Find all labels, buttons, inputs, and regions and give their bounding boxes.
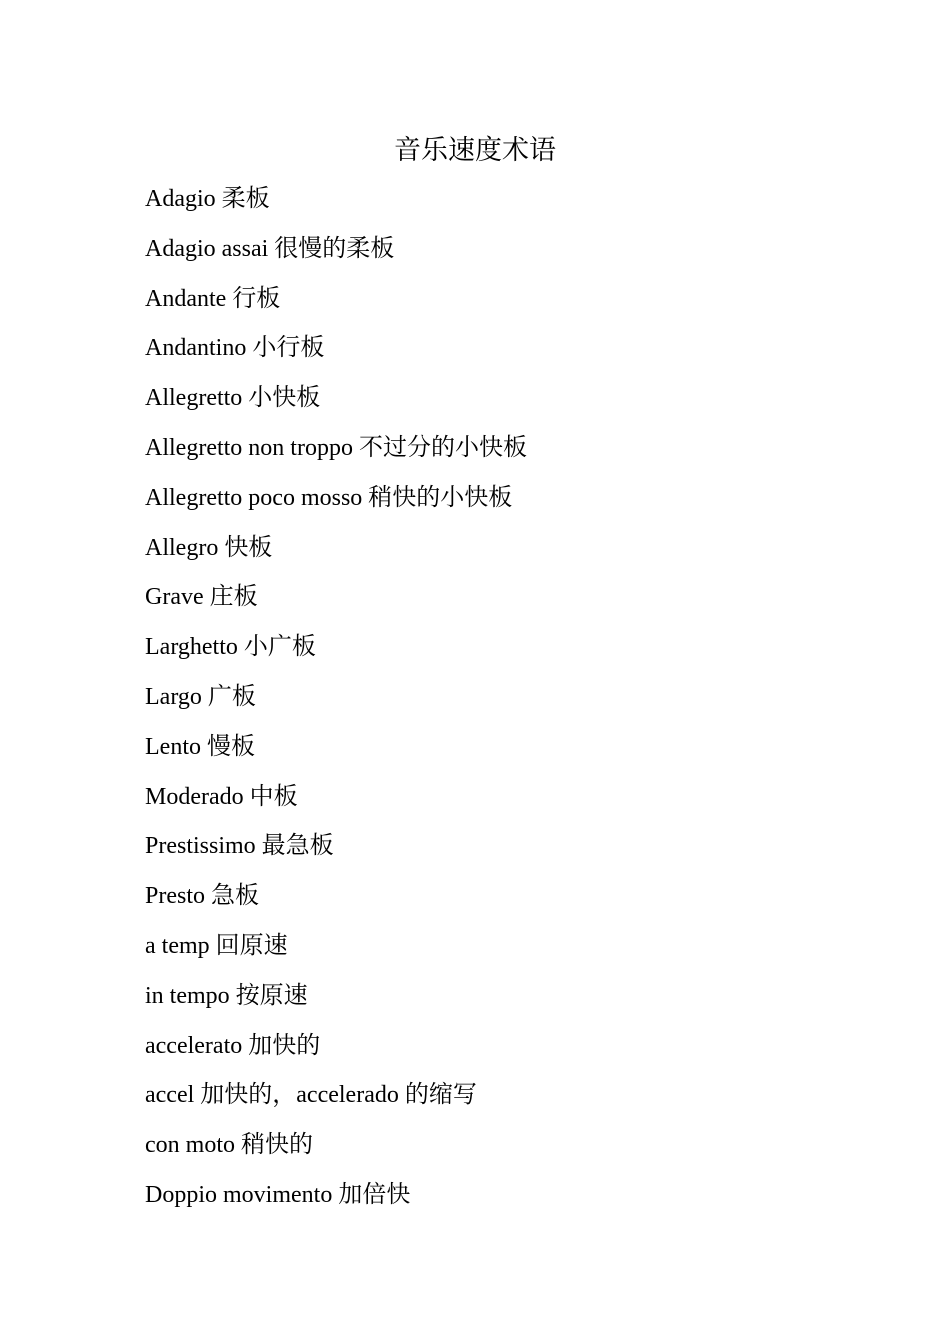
term-item: Lento 慢板 [145, 733, 255, 760]
term-item: Larghetto 小广板 [145, 634, 316, 661]
term-item: Allegretto 小快板 [145, 385, 321, 412]
term-item: con moto 稍快的 [145, 1132, 313, 1159]
term-item: accelerato 加快的 [145, 1032, 321, 1059]
term-item: Allegro 快板 [145, 534, 273, 561]
page-title: 音乐速度术语 [394, 135, 556, 165]
term-item: Adagio 柔板 [145, 186, 270, 212]
term-item: Prestissimo 最急板 [145, 833, 334, 860]
term-item: Allegretto poco mosso 稍快的小快板 [145, 484, 513, 511]
term-list [145, 181, 527, 1227]
term-item: Grave 庄板 [145, 584, 258, 611]
term-item: Allegretto non troppo 不过分的小快板 [145, 434, 527, 461]
term-item: Andantino 小行板 [145, 335, 325, 362]
term-item: Adagio assai 很慢的柔板 [145, 235, 395, 262]
term-item: Andante 行板 [145, 285, 281, 312]
term-item: Doppio movimento 加倍快 [145, 1181, 411, 1208]
term-item: Moderado 中板 [145, 783, 298, 810]
term-item: a temp 回原速 [145, 932, 288, 959]
term-item: in tempo 按原速 [145, 982, 308, 1009]
term-item: accel 加快的，accelerado 的缩写 [145, 1082, 477, 1109]
term-item: Presto 急板 [145, 883, 259, 910]
term-item: Largo 广板 [145, 683, 256, 710]
